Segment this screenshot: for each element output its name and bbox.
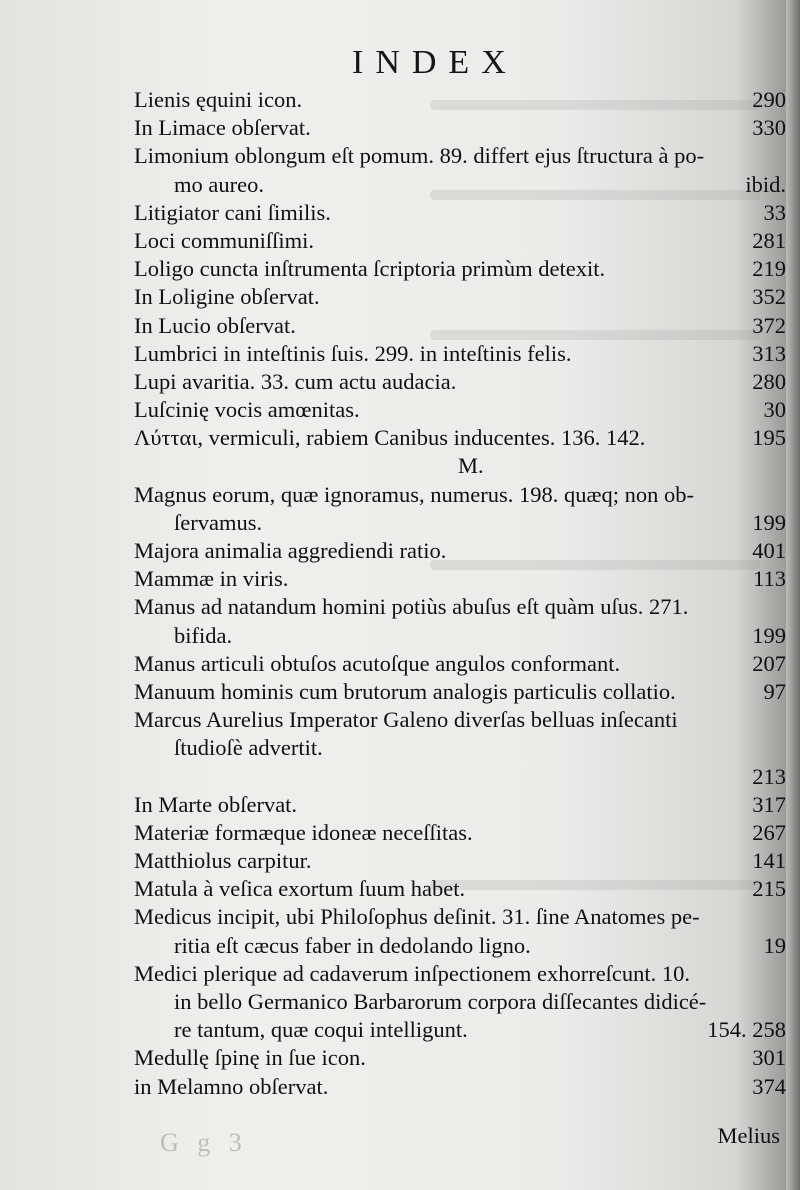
index-entry	[134, 283, 786, 311]
index-entry	[134, 678, 786, 706]
entry-text: Magnus eorum, quæ ignoramus, numerus. 198. quæq; non ob-	[134, 481, 694, 507]
page-number: 141	[752, 848, 786, 874]
index-entry	[134, 622, 786, 650]
bleed-through-signature: G g 3	[160, 1128, 248, 1157]
entry-text: In Lucio obſervat.	[134, 312, 296, 338]
entry-text: Marcus Aurelius Imperator Galeno diverſas belluas inſecanti	[134, 707, 678, 733]
index-entry	[134, 171, 786, 199]
page-number: ibid.	[745, 171, 786, 197]
entry-text: Medicus incipit, ubi Philoſophus deſinit. 31. ſine Anatomes pe-	[134, 904, 700, 930]
index-entry	[134, 960, 786, 988]
entry-text: Limonium oblongum eſt pomum. 89. differt ejus ſtructura à po-	[134, 143, 705, 169]
index-entry	[134, 114, 786, 142]
entry-text: In Loligine obſervat.	[134, 284, 320, 310]
page-number: 267	[752, 819, 786, 845]
index-entry	[134, 1016, 786, 1044]
page-number: 199	[752, 622, 786, 648]
entry-text: in Melamno obſervat.	[134, 1073, 329, 1099]
entry-text: bifida.	[174, 622, 233, 648]
index-entry	[134, 424, 786, 452]
index-entry	[134, 368, 786, 396]
book-gutter	[786, 0, 800, 1190]
index-entry	[134, 340, 786, 368]
entry-text: mo aureo.	[174, 171, 264, 197]
index-entry	[134, 537, 786, 565]
page-number: 195	[752, 425, 786, 451]
entry-text: Λύτται, vermiculi, rabiem Canibus inducentes. 136. 142.	[134, 425, 646, 451]
index-entry	[134, 988, 786, 1016]
page-number: 290	[752, 87, 786, 112]
page-number: 374	[752, 1073, 786, 1099]
page-number: 30	[763, 397, 786, 423]
page-number: 352	[752, 284, 786, 310]
index-entry	[134, 847, 786, 875]
entry-text: In Marte obſervat.	[134, 791, 298, 817]
entry-text: ſervamus.	[174, 509, 263, 535]
entry-text: Lupi avaritia. 33. cum actu audacia.	[134, 368, 457, 394]
index-entry	[134, 396, 786, 424]
index-entry	[134, 875, 786, 903]
index-entry	[134, 255, 786, 283]
page-number: 215	[752, 876, 786, 902]
index-entry	[134, 1044, 786, 1072]
page-number: 280	[752, 368, 786, 394]
index-entry	[134, 791, 786, 819]
entry-text: Manuum hominis cum brutorum analogis particulis collatio.	[134, 678, 676, 704]
index-entry	[134, 509, 786, 537]
entry-text: Mammæ in viris.	[134, 566, 289, 592]
index-entry	[134, 903, 786, 931]
index-entries	[134, 86, 786, 1101]
entry-text: Litigiator cani ſimilis.	[134, 199, 331, 225]
index-entry	[134, 763, 786, 791]
index-entry	[134, 819, 786, 847]
index-entry	[134, 227, 786, 255]
page-number: 97	[763, 678, 786, 704]
page-number: 154. 258	[707, 1017, 786, 1043]
entry-text: Loci communiſſimi.	[134, 227, 314, 253]
index-entry	[134, 1073, 786, 1101]
page-header: INDEX	[352, 44, 518, 81]
index-entry	[134, 706, 786, 734]
index-entry	[134, 734, 786, 762]
entry-text: Luſcinię vocis amœnitas.	[134, 397, 360, 423]
page-number: 372	[752, 312, 786, 338]
entry-text: Loligo cuncta inſtrumenta ſcriptoria primùm detexit.	[134, 256, 606, 282]
entry-text: Materiæ formæque idoneæ neceſſitas.	[134, 819, 473, 845]
entry-text: re tantum, quæ coqui intelligunt.	[174, 1017, 468, 1043]
page-number: 19	[763, 932, 786, 958]
page-number: 317	[752, 791, 786, 817]
entry-text: Matthiolus carpitur.	[134, 848, 312, 874]
entry-text: In Limace obſervat.	[134, 115, 311, 141]
entry-text: in bello Germanico Barbarorum corpora diſſecantes didicé-	[174, 989, 707, 1014]
entry-text: ritia eſt cæcus faber in dedolando ligno.	[174, 932, 531, 958]
page-number: 199	[752, 509, 786, 535]
catchword: Melius	[717, 1123, 780, 1148]
index-entry	[134, 86, 786, 114]
entry-text: Majora animalia aggrediendi ratio.	[134, 538, 447, 563]
entry-text: Manus ad natandum homini potiùs abuſus eſt quàm uſus. 271.	[134, 594, 689, 620]
index-entry	[134, 481, 786, 509]
index-entry	[134, 932, 786, 960]
entry-text: M.	[458, 453, 484, 479]
page-number: 213	[752, 763, 786, 789]
index-entry	[134, 199, 786, 227]
page-number: 330	[752, 115, 786, 141]
page-number: 313	[752, 340, 786, 366]
entry-text: Manus articuli obtuſos acutoſque angulos conformant.	[134, 650, 621, 676]
index-entry	[134, 142, 786, 170]
page-number: 301	[752, 1045, 786, 1071]
index-entry	[134, 650, 786, 678]
page-number: 281	[752, 227, 786, 253]
entry-text: Lumbrici in inteſtinis ſuis. 299. in inteſtinis felis.	[134, 340, 572, 366]
index-entry	[134, 312, 786, 340]
entry-text: Medullę ſpinę in ſue icon.	[134, 1045, 366, 1071]
index-entry	[134, 593, 786, 621]
page-number: 219	[752, 256, 786, 282]
entry-text: Matula à veſica exortum ſuum habet.	[134, 876, 466, 902]
page-number: 113	[753, 566, 786, 592]
entry-text: ſtudioſè advertit.	[174, 735, 323, 761]
entry-text: Medici plerique ad cadaverum inſpectionem exhorreſcunt. 10.	[134, 960, 691, 986]
index-entry	[134, 452, 786, 480]
page-number: 207	[752, 650, 786, 676]
index-entry	[134, 565, 786, 593]
page-number: 401	[752, 538, 786, 563]
entry-text: Lienis ęquini icon.	[134, 87, 303, 112]
page-number: 33	[763, 199, 786, 225]
